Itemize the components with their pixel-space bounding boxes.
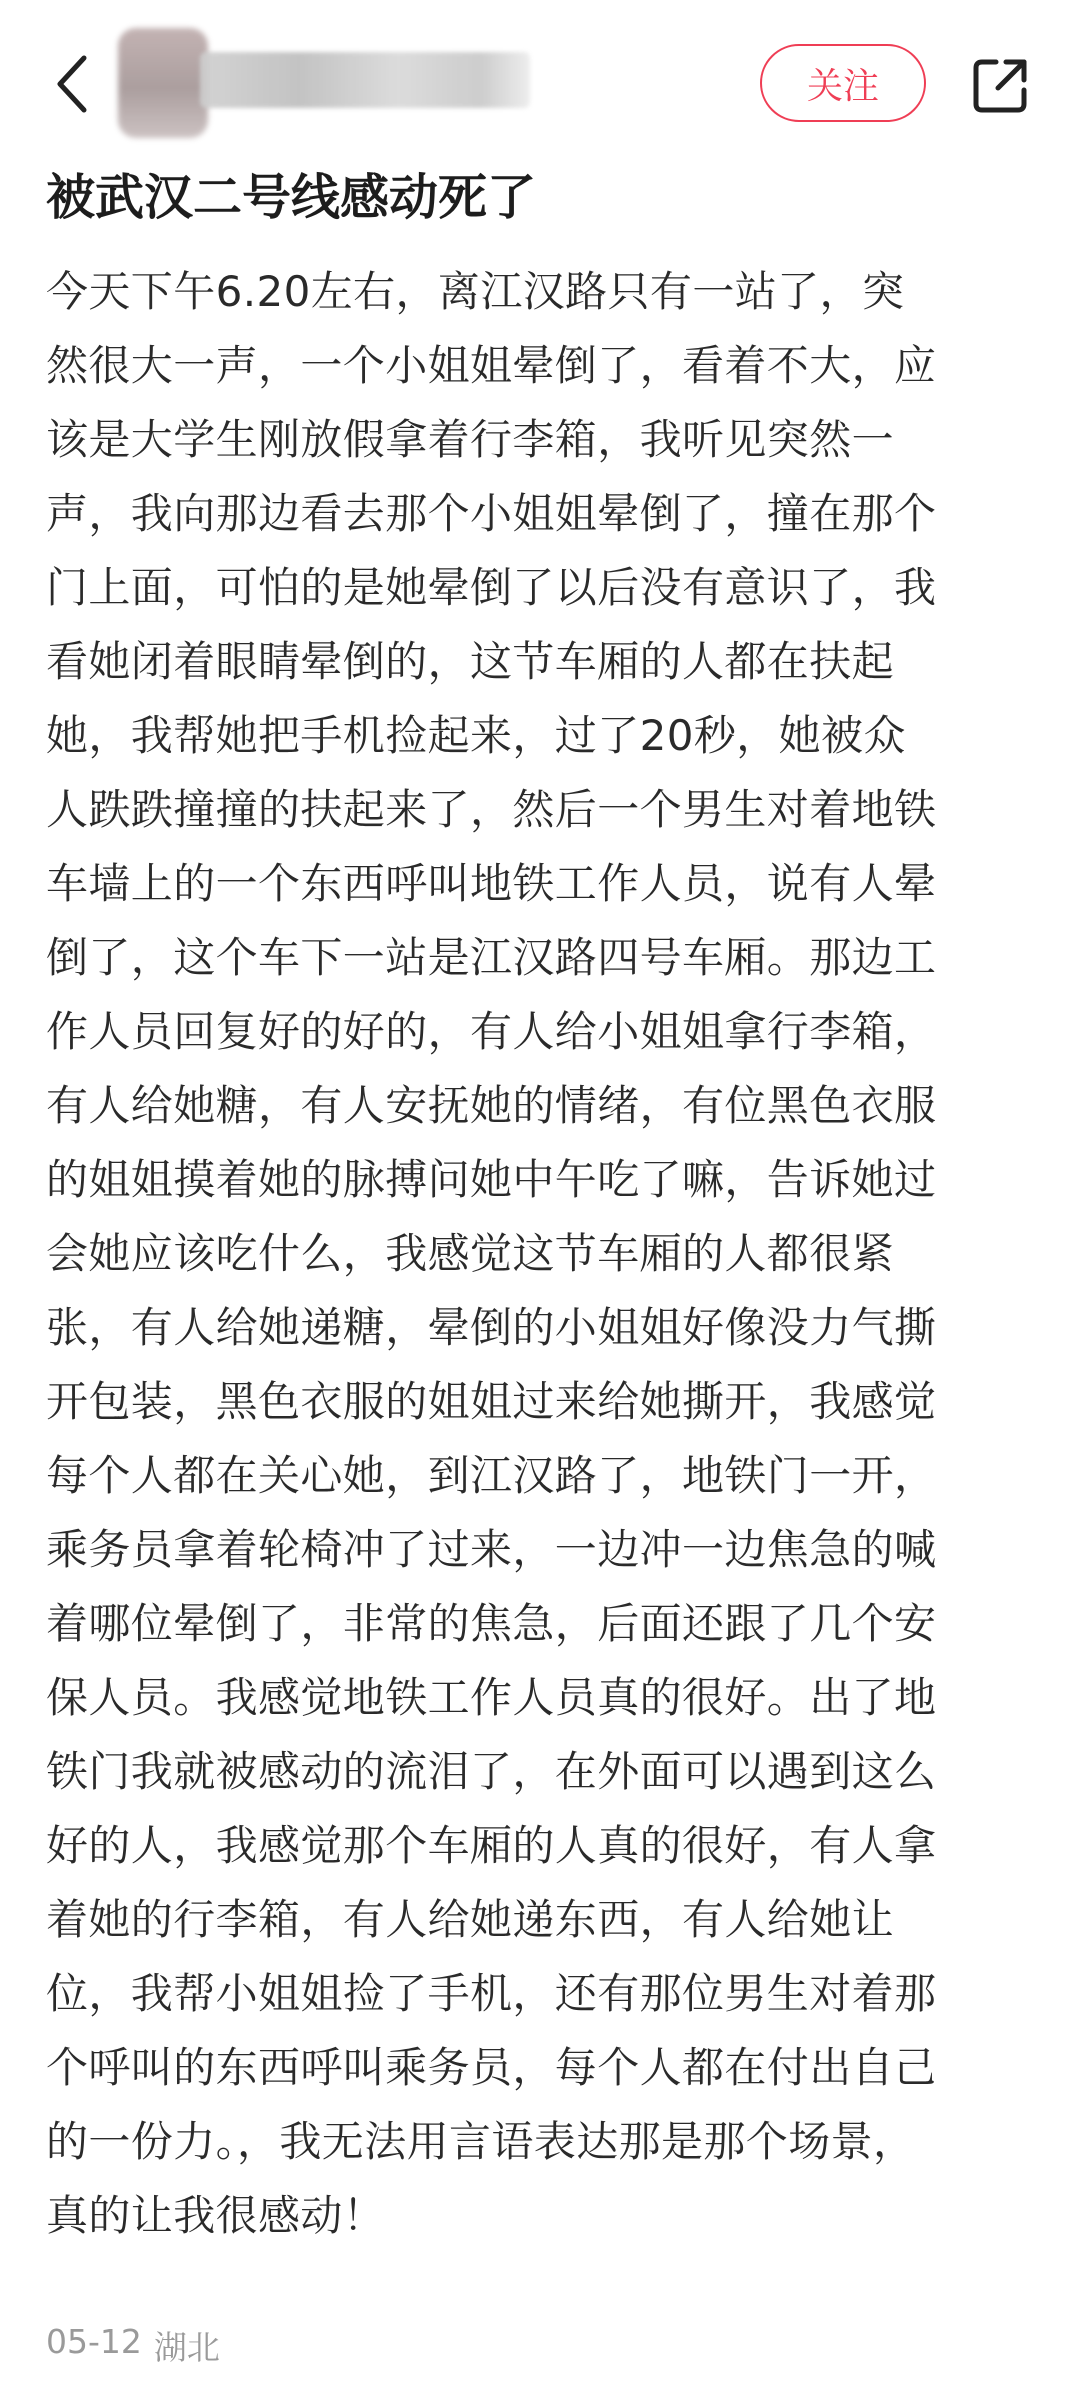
post-title: 被武汉二号线感动死了 bbox=[46, 169, 537, 226]
post-location: 湖北 bbox=[153, 2328, 220, 2367]
post-meta bbox=[46, 2322, 220, 2369]
share-button[interactable] bbox=[960, 46, 1040, 126]
author-avatar[interactable] bbox=[118, 28, 208, 138]
author-name-redacted[interactable] bbox=[200, 52, 530, 108]
post-body: 今天下午6.20左右，离江汉路只有一站了，突 然很大一声，一个小姐姐晕倒了，看着不大，应 该是大学生刚放假拿着行李箱，我听见突然一 声，我向那边看去那个小姐姐晕倒了，撞在那个 门上面，可怕的是她晕倒了以后没有意识了，我 看她闭着眼睛晕倒的，这节车厢的人都在扶起 她，我帮她把手机捡起来，过了20秒，她被众 人跌跌撞撞的扶起来了，然后一个男生对着地铁 车墙上的一个东西呼叫地铁工作人员，说有人晕 倒了，这个车下一站是江汉路四号车厢。那边工 作人员回复好的好的，有人给小姐姐拿行李箱， 有人给她糖，有人安抚她的情绪，有位黑色衣服 的姐姐摸着她的脉搏问她中午吃了嘛，告诉她过 会她应该吃什么，我感觉这节车厢的人都很紧 张，有人给她递糖，晕倒的小姐姐好像没力气撕 开包装，黑色衣服的姐姐过来给她撕开，我感觉 每个人都在关心她，到江汉路了，地铁门一开， 乘务员拿着轮椅冲了过来，一边冲一边焦急的喊 着哪位晕倒了，非常的焦急，后面还跟了几个安 保人员。我感觉地铁工作人员真的很好。出了地 铁门我就被感动的流泪了，在外面可以遇到这么 好的人，我感觉那个车厢的人真的很好，有人拿 着她的行李箱，有人给她递东西，有人给她让 位，我帮小姐姐捡了手机，还有那位男生对着那 个呼叫的东西呼叫乘务员，每个人都在付出自己 的一份力。，我无法用言语表达那是那个场景， 真的让我很感动！ bbox=[46, 267, 937, 2240]
post-date: 05-12 bbox=[46, 2322, 142, 2361]
back-arrow-icon bbox=[52, 52, 92, 116]
top-bar bbox=[0, 0, 1080, 160]
back-button[interactable] bbox=[40, 40, 104, 128]
follow-button-label: 关注 bbox=[806, 65, 879, 107]
share-icon bbox=[968, 54, 1032, 118]
follow-button[interactable] bbox=[760, 44, 926, 122]
